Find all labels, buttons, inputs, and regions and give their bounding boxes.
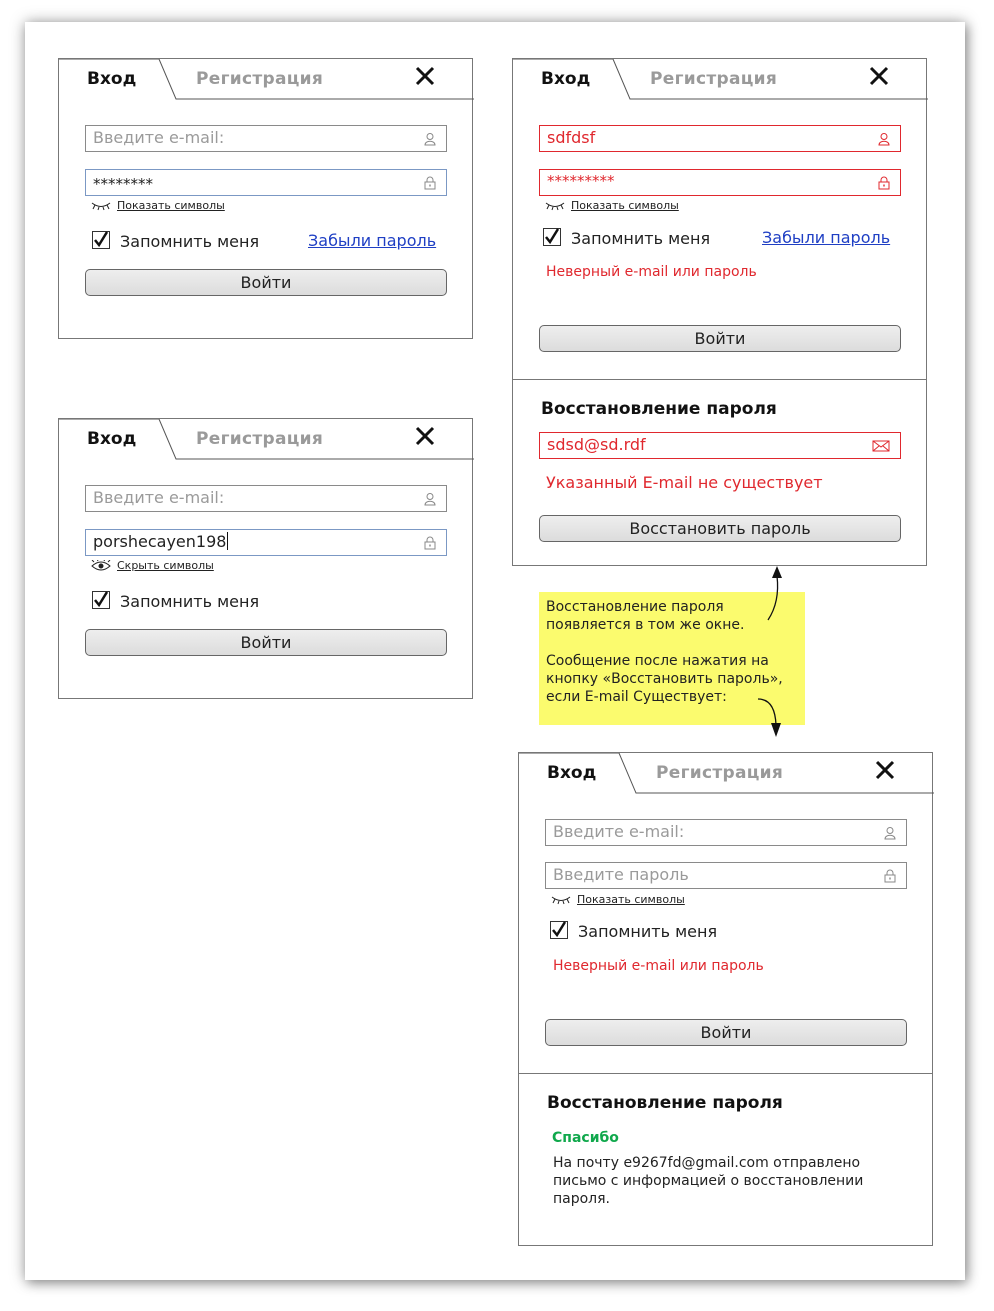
eye-closed-icon	[91, 201, 111, 211]
remember-me[interactable]	[92, 591, 259, 611]
email-placeholder: Введите e-mail:	[93, 128, 225, 147]
section-divider	[513, 379, 926, 380]
tab-login[interactable]: Вход	[87, 429, 137, 449]
remember-me[interactable]	[92, 231, 259, 251]
tab-login[interactable]: Вход	[547, 763, 597, 783]
section-divider	[519, 1073, 932, 1074]
show-symbols-label: Показать символы	[117, 199, 225, 212]
tab-register[interactable]: Регистрация	[656, 763, 784, 783]
remember-label: Запомнить меня	[120, 232, 260, 251]
recovery-title: Восстановление пароля	[541, 399, 777, 419]
login-error-message: Неверный e-mail или пароль	[546, 264, 757, 280]
arrow-icon	[755, 695, 790, 740]
show-symbols-toggle[interactable]	[551, 893, 685, 906]
note-line: Восстановление пароля	[546, 599, 724, 615]
password-field[interactable]	[85, 169, 447, 196]
user-icon	[877, 132, 891, 146]
password-value: ********	[93, 175, 153, 193]
tab-login[interactable]: Вход	[541, 69, 591, 89]
eye-open-icon	[91, 560, 111, 572]
login-button[interactable]: Войти	[85, 269, 447, 296]
lock-icon	[883, 869, 897, 883]
note-line: кнопку «Восстановить пароль»,	[546, 671, 783, 687]
tab-register[interactable]: Регистрация	[650, 69, 778, 89]
checkmark-icon	[550, 919, 568, 939]
remember-label: Запомнить меня	[120, 592, 260, 611]
close-icon[interactable]	[874, 759, 896, 781]
recovery-title: Восстановление пароля	[547, 1093, 783, 1113]
lock-icon	[877, 176, 891, 190]
show-symbols-toggle[interactable]	[91, 199, 225, 212]
close-icon[interactable]	[414, 425, 436, 447]
remember-label: Запомнить меня	[578, 922, 718, 941]
note-line: Сообщение после нажатия на	[546, 653, 769, 669]
email-field[interactable]	[545, 819, 907, 846]
login-button[interactable]: Войти	[85, 629, 447, 656]
show-symbols-toggle[interactable]	[545, 199, 679, 212]
user-icon	[423, 132, 437, 146]
tab-register[interactable]: Регистрация	[196, 429, 324, 449]
note-line: если E-mail Существует:	[546, 689, 727, 705]
remember-me[interactable]	[550, 921, 717, 941]
remember-checkbox[interactable]	[92, 231, 110, 249]
remember-checkbox[interactable]	[550, 921, 568, 939]
remember-checkbox[interactable]	[543, 228, 561, 246]
show-symbols-label: Показать символы	[577, 893, 685, 906]
remember-label: Запомнить меня	[571, 229, 711, 248]
recovery-email-field[interactable]	[539, 432, 901, 459]
forgot-password-link[interactable]: Забыли пароль	[308, 231, 437, 250]
email-field[interactable]	[85, 485, 447, 512]
email-field[interactable]	[539, 125, 901, 152]
login-panel-error	[512, 58, 927, 566]
lock-icon	[423, 536, 437, 550]
password-field[interactable]	[85, 529, 447, 556]
forgot-password-link[interactable]: Забыли пароль	[762, 228, 891, 247]
password-field[interactable]	[545, 862, 907, 889]
hide-symbols-label: Скрыть символы	[117, 559, 214, 572]
show-symbols-label: Показать символы	[571, 199, 679, 212]
login-error-message: Неверный e-mail или пароль	[553, 958, 764, 974]
remember-checkbox[interactable]	[92, 591, 110, 609]
password-value: porshecayen198	[93, 532, 227, 551]
recovery-error-message: Указанный E-mail не существует	[546, 473, 823, 492]
login-panel-recovery-success	[518, 752, 933, 1246]
hide-symbols-toggle[interactable]	[91, 559, 214, 572]
text-caret	[227, 532, 228, 550]
password-field[interactable]	[539, 169, 901, 196]
recover-password-button[interactable]: Восстановить пароль	[539, 515, 901, 542]
checkmark-icon	[92, 589, 110, 609]
email-field[interactable]	[85, 125, 447, 152]
login-button[interactable]: Войти	[545, 1019, 907, 1046]
checkmark-icon	[543, 226, 561, 246]
password-placeholder: Введите пароль	[553, 865, 689, 884]
checkmark-icon	[92, 229, 110, 249]
login-panel-show-password	[58, 418, 473, 699]
email-placeholder: Введите e-mail:	[553, 822, 685, 841]
mail-icon	[872, 439, 890, 453]
eye-closed-icon	[551, 895, 571, 905]
tab-register[interactable]: Регистрация	[196, 69, 324, 89]
remember-me[interactable]	[543, 228, 710, 248]
lock-icon	[423, 176, 437, 190]
success-title: Спасибо	[552, 1130, 619, 1146]
recovery-email-value: sdsd@sd.rdf	[547, 435, 646, 454]
email-value: sdfdsf	[547, 128, 596, 147]
user-icon	[423, 492, 437, 506]
close-icon[interactable]	[868, 65, 890, 87]
tab-login[interactable]: Вход	[87, 69, 137, 89]
login-panel-default	[58, 58, 473, 339]
success-message-line: пароля.	[553, 1191, 611, 1207]
email-placeholder: Введите e-mail:	[93, 488, 225, 507]
note-line: появляется в том же окне.	[546, 617, 745, 633]
password-value: *********	[547, 172, 615, 190]
login-button[interactable]: Войти	[539, 325, 901, 352]
eye-closed-icon	[545, 201, 565, 211]
success-message-line: На почту e9267fd@gmail.com отправлено	[553, 1155, 861, 1171]
success-message-line: письмо с информацией о восстановлении	[553, 1173, 864, 1189]
close-icon[interactable]	[414, 65, 436, 87]
arrow-icon	[760, 562, 790, 622]
user-icon	[883, 826, 897, 840]
